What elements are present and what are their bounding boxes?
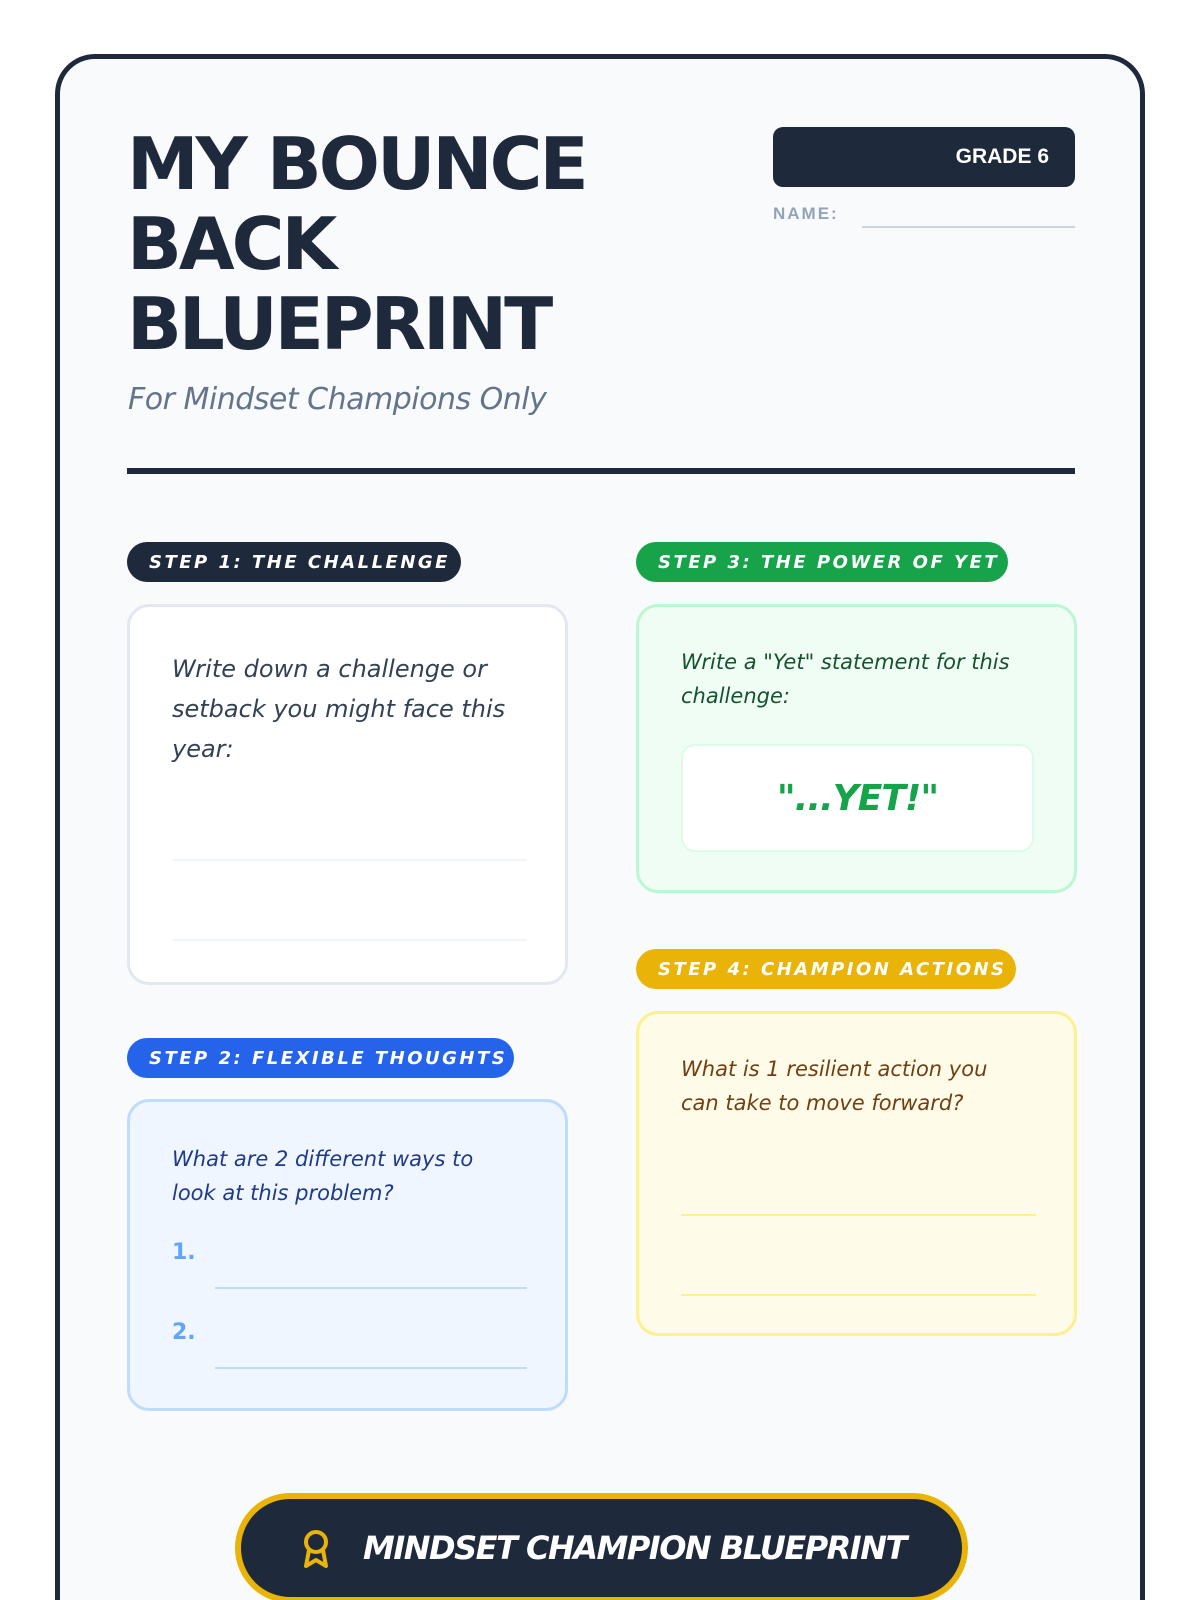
list-item-number: 2.: [172, 1320, 196, 1345]
list-item-number: 1.: [172, 1240, 196, 1265]
yet-statement-box[interactable]: [681, 744, 1034, 852]
answer-line[interactable]: [681, 1214, 1036, 1216]
title-line: BLUEPRINT: [127, 282, 551, 366]
step-3-label: STEP 3: THE POWER OF YET: [636, 542, 1008, 582]
page-subtitle: For Mindset Champions Only: [128, 382, 547, 417]
step-3-prompt: Write a "Yet" statement for this challenge:: [681, 650, 1010, 708]
answer-line[interactable]: [215, 1287, 527, 1289]
step-2-box: [127, 1099, 568, 1411]
step-2-prompt: What are 2 different ways to look at this problem?: [172, 1147, 474, 1205]
step-1-box: [127, 604, 568, 985]
header-divider: [127, 468, 1075, 474]
step-1-prompt: Write down a challenge or setback you might face this year:: [172, 655, 506, 763]
step-4-prompt: What is 1 resilient action you can take to move forward?: [681, 1057, 988, 1115]
step-1-label: STEP 1: THE CHALLENGE: [127, 542, 461, 582]
step-3-box: [636, 604, 1077, 893]
answer-line[interactable]: [172, 939, 527, 941]
title-line: BACK: [127, 202, 335, 286]
step-2-label: STEP 2: FLEXIBLE THOUGHTS: [127, 1038, 514, 1078]
name-label: NAME:: [773, 204, 839, 223]
page-title: [127, 124, 687, 364]
footer-label: MINDSET CHAMPION BLUEPRINT: [363, 1529, 906, 1567]
answer-line[interactable]: [215, 1367, 527, 1369]
step-4-label: STEP 4: CHAMPION ACTIONS: [636, 949, 1016, 989]
step-4-box: [636, 1011, 1077, 1336]
grade-badge: GRADE 6: [773, 127, 1075, 187]
answer-line[interactable]: [681, 1294, 1036, 1296]
answer-line[interactable]: [172, 859, 527, 861]
title-line: MY BOUNCE: [127, 122, 586, 206]
medal-icon: [301, 1529, 331, 1573]
yet-text: "...YET!": [776, 777, 939, 819]
footer-banner: [235, 1493, 968, 1600]
name-field[interactable]: [862, 226, 1075, 228]
